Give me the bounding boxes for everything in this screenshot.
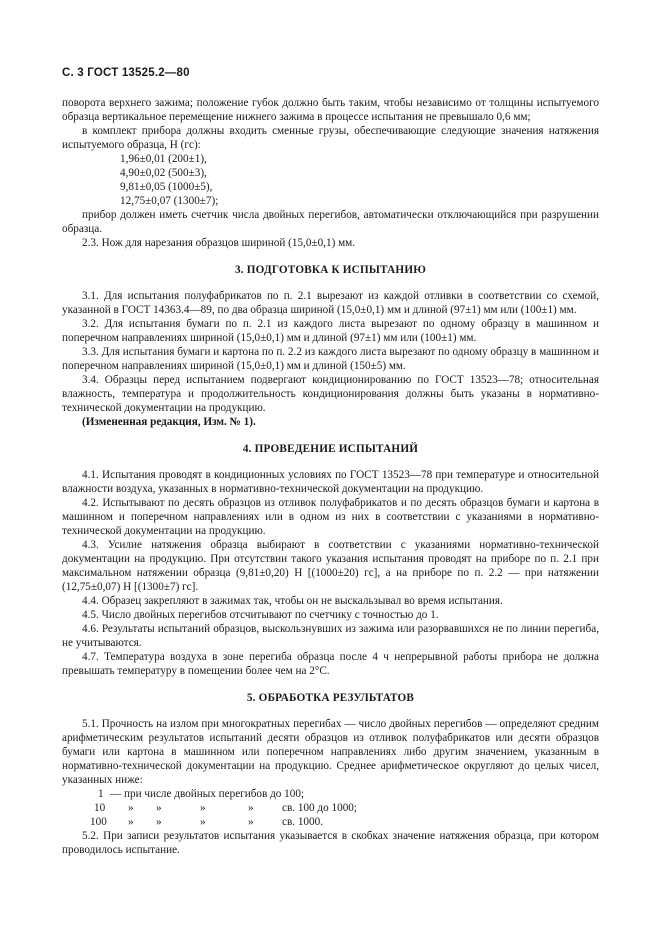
ditto-mark: » — [156, 816, 162, 828]
rounding-row — [62, 815, 599, 829]
paragraph: 4.4. Образец закрепляют в зажимах так, чтобы он не выскальзывал во время испытания. — [82, 595, 503, 607]
paragraph: 3.1. Для испытания полуфабрикатов по п. 2.1 вырезают из каждой отливки в соответствии со схемой, указанной в ГОСТ 14363.4—89, по два образца шириной (15,0±0,1) мм и длиной (97±1) мм или (100±1) мм. — [62, 290, 599, 316]
ditto-mark: » — [128, 816, 134, 828]
section-5-title: 5. ОБРАБОТКА РЕЗУЛЬТАТОВ — [246, 692, 415, 704]
section-4-title: 4. ПРОВЕДЕНИЕ ИСПЫТАНИЙ — [242, 443, 419, 455]
paragraph: 4.6. Результаты испытаний образцов, выскользнувших из зажима или разорвавшихся не по линии перегиба, не учитываются. — [62, 623, 599, 649]
ditto-mark: » — [248, 816, 254, 828]
paragraph: 4.1. Испытания проводят в кондиционных условиях по ГОСТ 13523—78 при температуре и относительной влажности воздуха, указанных в нормативно-технической документации на продукцию. — [62, 469, 599, 495]
rounding-range: св. 1000. — [282, 816, 324, 828]
page-content — [62, 96, 599, 857]
paragraph: 4.3. Усилие натяжения образца выбирают в соответствии с указаниями нормативно-технической документации на продукцию. При отсутствии такого указания испытания проводят на приборе по п. 2.1 при максимальном натяжении образца (9,81±0,20) Н [(1000±20) гс], а на приборе по п. 2.2 — при натяжении (12,75±0,07) Н [(1300±7) гс]. — [62, 539, 599, 593]
rounding-row — [62, 787, 599, 801]
tension-value: 4,90±0,02 (500±3), — [120, 167, 207, 179]
paragraph: прибор должен иметь счетчик числа двойных перегибов, автоматически отключающийся при разрушении образца. — [62, 209, 599, 235]
paragraph: 5.2. При записи результатов испытания указывается в скобках значение натяжения образца, при котором проводилось испытание. — [62, 830, 599, 856]
ditto-mark: » — [200, 816, 206, 828]
rounding-table — [62, 787, 599, 829]
paragraph: в комплект прибора должны входить сменные грузы, обеспечивающие следующие значения натяжения испытуемого образца, Н (гс): — [62, 125, 599, 151]
ditto-mark: » — [156, 802, 162, 814]
paragraph: 3.2. Для испытания бумаги по п. 2.1 из каждого листа вырезают по одному образцу в машинном и поперечном направлениях шириной (15,0±0,1) мм и длиной (97±1) мм или (100±1) мм. — [62, 318, 599, 344]
paragraph: 4.7. Температура воздуха в зоне перегиба образца после 4 ч непрерывной работы прибора не должна превышать температуру в помещении более чем на 2°С. — [62, 651, 599, 677]
paragraph: 5.1. Прочность на излом при многократных перегибах — число двойных перегибов — определяют средним арифметическим результатов испытаний десяти образцов из отливок полуфабрикатов или десяти образцов бумаги или картона в машинном или поперечном направлениях либо другим значением, указанным в нормативно-технической документации на продукцию. Среднее арифметическое округляют до целых чисел, указанных ниже: — [62, 718, 599, 786]
rounding-row — [62, 801, 599, 815]
ditto-mark: » — [128, 802, 134, 814]
tension-value: 1,96±0,01 (200±1), — [120, 153, 207, 165]
paragraph: 4.5. Число двойных перегибов отсчитывают по счетчику с точностью до 1. — [82, 609, 439, 621]
rounding-step: 1 — [98, 788, 104, 800]
rounding-range: св. 100 до 1000; — [282, 802, 357, 814]
page-header: С. 3 ГОСТ 13525.2—80 — [62, 67, 190, 79]
rounding-step: 100 — [90, 816, 107, 828]
ditto-mark: » — [248, 802, 254, 814]
section-3-title: 3. ПОДГОТОВКА К ИСПЫТАНИЮ — [234, 264, 427, 276]
paragraph: 3.3. Для испытания бумаги и картона по п. 2.2 из каждого листа вырезают по одному образцу в машинном и поперечном направлениях шириной (15,0±0,1) мм и длиной (150±5) мм. — [62, 346, 599, 372]
rounding-text: — при числе двойных перегибов до 100; — [110, 788, 305, 800]
amendment-note: (Измененная редакция, Изм. № 1). — [82, 416, 256, 428]
rounding-step: 10 — [94, 802, 106, 814]
tension-values-list — [120, 152, 599, 208]
paragraph: 4.2. Испытывают по десять образцов из отливок полуфабрикатов и по десять образцов бумаги и картона в машинном и поперечном направлениях или в одном из них в соответствии с указаниями в нормативно-технической документации на продукцию. — [62, 497, 599, 537]
paragraph: поворота верхнего зажима; положение губок должно быть таким, чтобы независимо от толщины испытуемого образца вертикальное перемещение нижнего зажима в процессе испытания не превышало 0,6 мм; — [62, 97, 599, 123]
tension-value: 12,75±0,07 (1300±7); — [120, 195, 219, 207]
paragraph: 2.3. Нож для нарезания образцов шириной (15,0±0,1) мм. — [82, 237, 356, 249]
ditto-mark: » — [200, 802, 206, 814]
paragraph: 3.4. Образцы перед испытанием подвергают кондиционированию по ГОСТ 13523—78; относительная влажность, температура и продолжительность кондиционирования должны быть указаны в нормативно-технической документации на продукцию. — [62, 374, 599, 414]
tension-value: 9,81±0,05 (1000±5), — [120, 181, 213, 193]
